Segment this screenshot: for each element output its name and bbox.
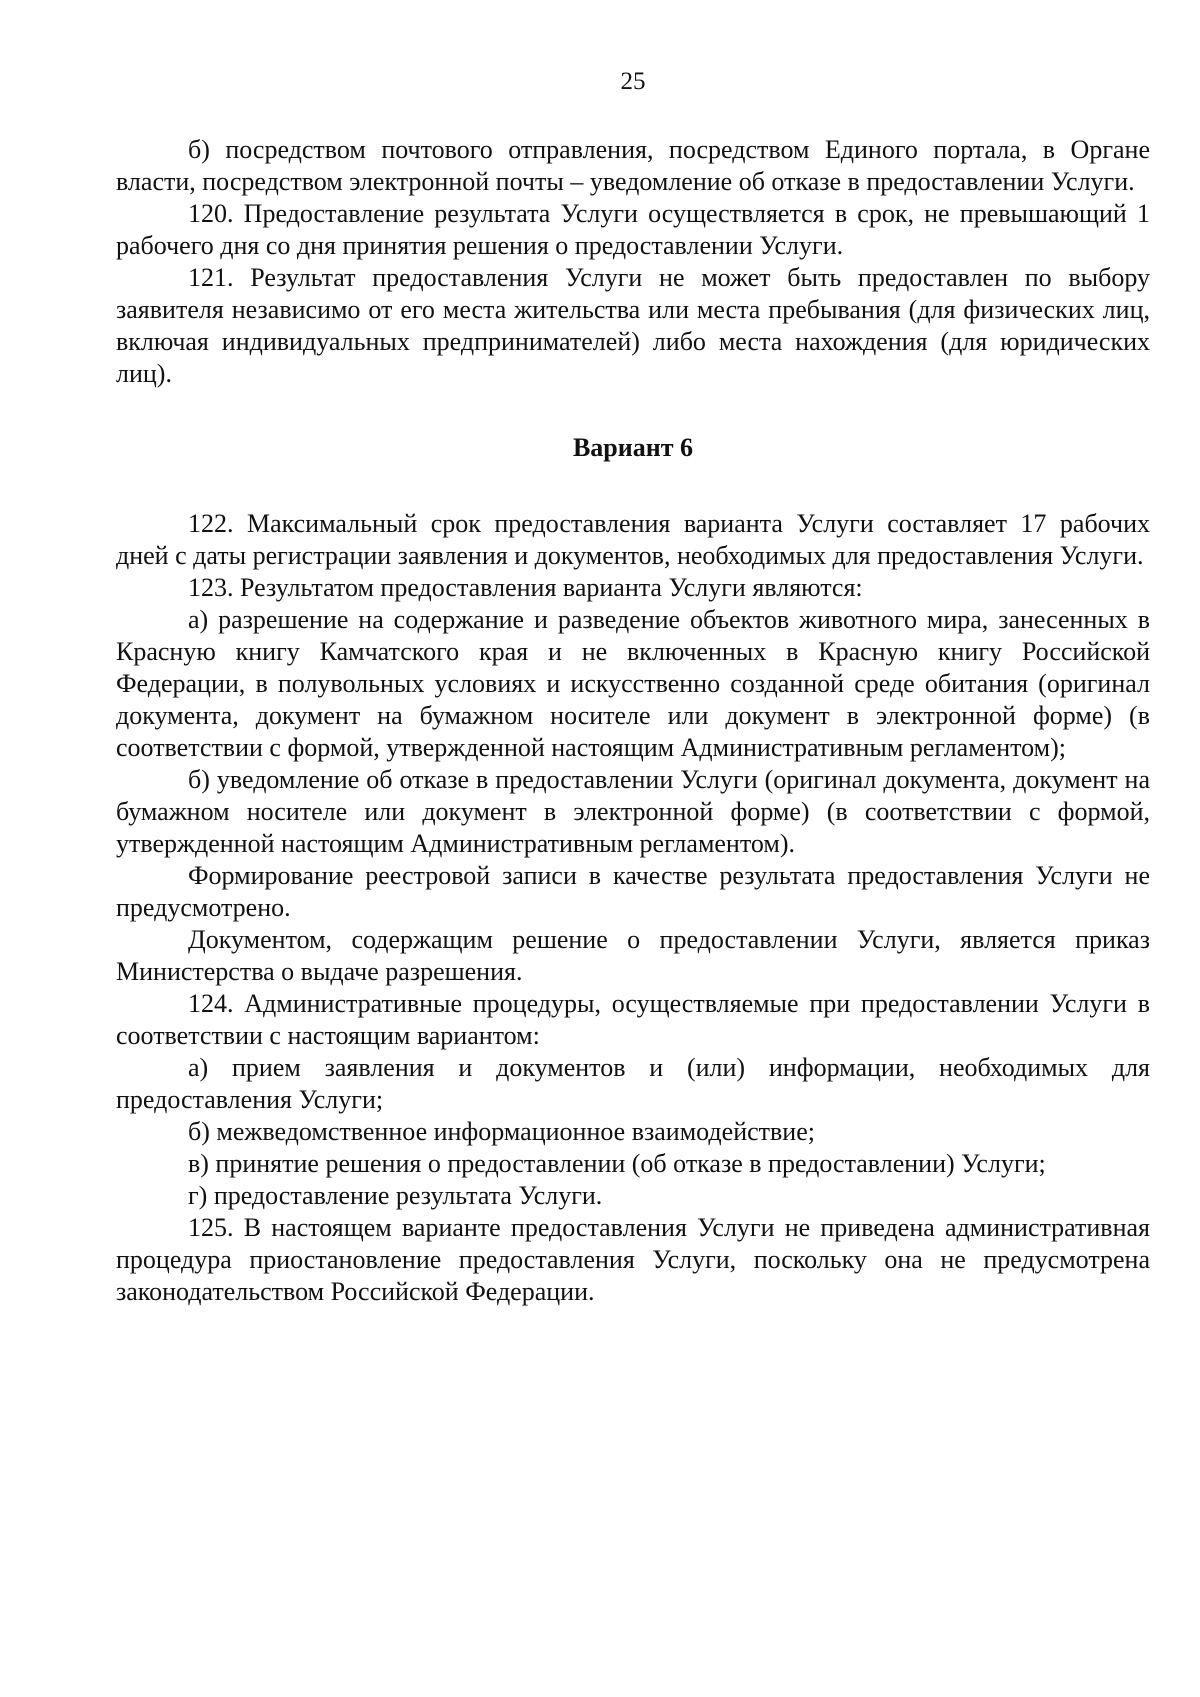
paragraph-124-c: в) принятие решения о предоставлении (об отказе в предоставлении) Услуги; bbox=[188, 1149, 1046, 1178]
paragraph-decision-document: Документом, содержащим решение о предоставлении Услуги, является приказ Министерства о выдаче разрешения. bbox=[116, 925, 1150, 986]
paragraph-121: 121. Результат предоставления Услуги не может быть предоставлен по выбору заявителя независимо от его места жительства или места пребывания (для физических лиц, включая индивидуальных предпринимателей) либо места нахождения (для юридических лиц). bbox=[116, 263, 1150, 388]
paragraph-b-notification-delivery: б) посредством почтового отправления, посредством Единого портала, в Органе власти, посредством электронной почты – уведомление об отказе в предоставлении Услуги. bbox=[116, 135, 1150, 196]
paragraph-124-a: а) прием заявления и документов и (или) информации, необходимых для предоставления Услуги; bbox=[116, 1053, 1150, 1114]
paragraph-120: 120. Предоставление результата Услуги осуществляется в срок, не превышающий 1 рабочего дня со дня принятия решения о предоставлении Услуги. bbox=[116, 199, 1150, 260]
section-heading: Вариант 6 bbox=[572, 433, 694, 462]
document-page bbox=[116, 66, 1150, 1308]
paragraph-123-a: а) разрешение на содержание и разведение объектов животного мира, занесенных в Красную книгу Камчатского края и не включенных в Красную книгу Российской Федерации, в полувольных условиях и искусственно созданной среде обитания (оригинал документа, документ на бумажном носителе или документ в электронной форме) (в соответствии с формой, утвержденной настоящим Административным регламентом); bbox=[116, 605, 1150, 762]
paragraph-124-d: г) предоставление результата Услуги. bbox=[188, 1181, 603, 1210]
paragraph-124-b: б) межведомственное информационное взаимодействие; bbox=[188, 1117, 815, 1146]
paragraph-123: 123. Результатом предоставления варианта Услуги являются: bbox=[188, 573, 863, 602]
paragraph-125: 125. В настоящем варианте предоставления Услуги не приведена административная процедура приостановление предоставления Услуги, поскольку она не предусмотрена законодательством Российской Федерации. bbox=[116, 1213, 1150, 1306]
paragraph-124: 124. Административные процедуры, осуществляемые при предоставлении Услуги в соответствии с настоящим вариантом: bbox=[116, 989, 1150, 1050]
page-number: 25 bbox=[620, 68, 646, 95]
paragraph-123-b: б) уведомление об отказе в предоставлении Услуги (оригинал документа, документ на бумажном носителе или документ в электронной форме) (в соответствии с формой, утвержденной настоящим Административным регламентом). bbox=[116, 765, 1150, 858]
paragraph-registry-record: Формирование реестровой записи в качестве результата предоставления Услуги не предусмотрено. bbox=[116, 861, 1150, 922]
paragraph-122: 122. Максимальный срок предоставления варианта Услуги составляет 17 рабочих дней с даты регистрации заявления и документов, необходимых для предоставления Услуги. bbox=[116, 509, 1150, 570]
